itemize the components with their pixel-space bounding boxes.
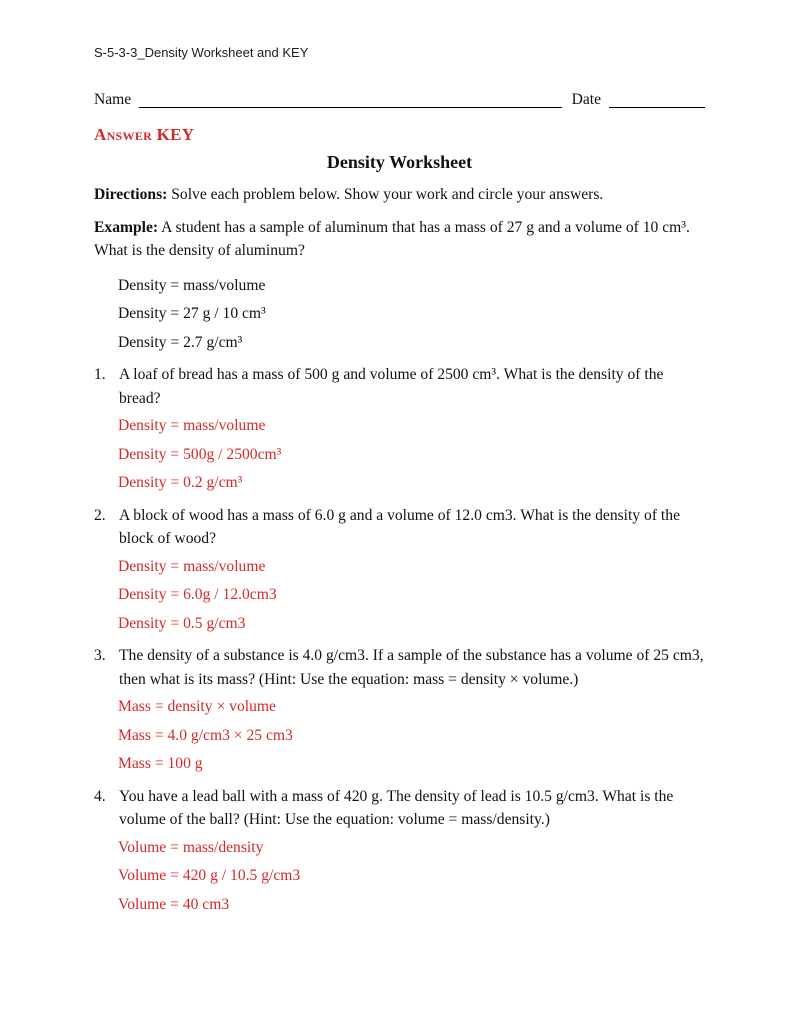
answer-line: Density = 500g / 2500cm³ (118, 445, 282, 463)
problem-2-answers (118, 553, 705, 639)
answer-line: Mass = density × volume (118, 698, 276, 715)
answer-line: Density = mass/volume (118, 417, 266, 434)
problem-3-answers (118, 693, 705, 779)
example-work-line: Density = 2.7 g/cm³ (118, 333, 243, 351)
example-work-line: Density = 27 g / 10 cm³ (118, 305, 266, 322)
example-work-line: Density = mass/volume (118, 276, 266, 294)
date-blank-line (609, 92, 705, 108)
answer-line: Mass = 4.0 g/cm3 × 25 cm3 (118, 726, 293, 744)
example-problem (94, 216, 705, 263)
example-work (118, 272, 705, 358)
document-header: S-5-3-3_Density Worksheet and KEY (94, 45, 309, 60)
answer-line: Density = mass/volume (118, 557, 266, 575)
name-blank-line (139, 92, 561, 108)
directions (94, 183, 705, 207)
answer-key-label: Answer KEY (94, 125, 195, 144)
problem-1-answers (118, 412, 705, 498)
problem-item-1 (94, 363, 705, 410)
problem-text: A loaf of bread has a mass of 500 g and volume of 2500 cm³. What is the density of the bread? (119, 366, 664, 407)
problem-text: A block of wood has a mass of 6.0 g and a volume of 12.0 cm3. What is the density of the block of wood? (119, 506, 680, 547)
answer-line: Volume = 40 cm3 (118, 895, 230, 913)
directions-text: Solve each problem below. Show your work and circle your answers. (171, 186, 604, 203)
problem-text: You have a lead ball with a mass of 420 g. The density of lead is 10.5 g/cm3. What is the volume of the ball? (Hint: Use the equation: volume = mass/density.) (119, 787, 674, 828)
answer-line: Density = 0.5 g/cm3 (118, 614, 246, 632)
problem-number: 4. (94, 787, 106, 805)
problem-number: 1. (94, 366, 106, 383)
answer-line: Volume = 420 g / 10.5 g/cm3 (118, 867, 301, 884)
page-title: Density Worksheet (326, 152, 473, 172)
problem-item-4 (94, 785, 705, 832)
problem-number: 2. (94, 506, 106, 524)
problem-number: 3. (94, 647, 106, 664)
name-date-row (94, 90, 705, 110)
example-text-line-1: A student has a sample of aluminum that has a mass of 27 g and a volume of 10 cm³. (161, 218, 690, 236)
problem-4-answers (118, 834, 705, 920)
example-text-line-2: What is the density of aluminum? (94, 242, 305, 259)
answer-line: Mass = 100 g (118, 755, 203, 772)
date-label: Date (571, 91, 601, 108)
directions-label: Directions: (94, 186, 168, 203)
problem-text: The density of a substance is 4.0 g/cm3. If a sample of the substance has a volume of 25 cm3, then what is its mass? (Hint: Use the equation: mass = density × volume.) (119, 647, 704, 688)
answer-line: Density = 0.2 g/cm³ (118, 474, 243, 491)
example-label: Example: (94, 218, 159, 236)
name-label: Name (94, 91, 132, 108)
answer-line: Volume = mass/density (118, 838, 264, 856)
answer-line: Density = 6.0g / 12.0cm3 (118, 586, 277, 603)
problem-item-3 (94, 644, 705, 691)
problem-item-2 (94, 504, 705, 551)
